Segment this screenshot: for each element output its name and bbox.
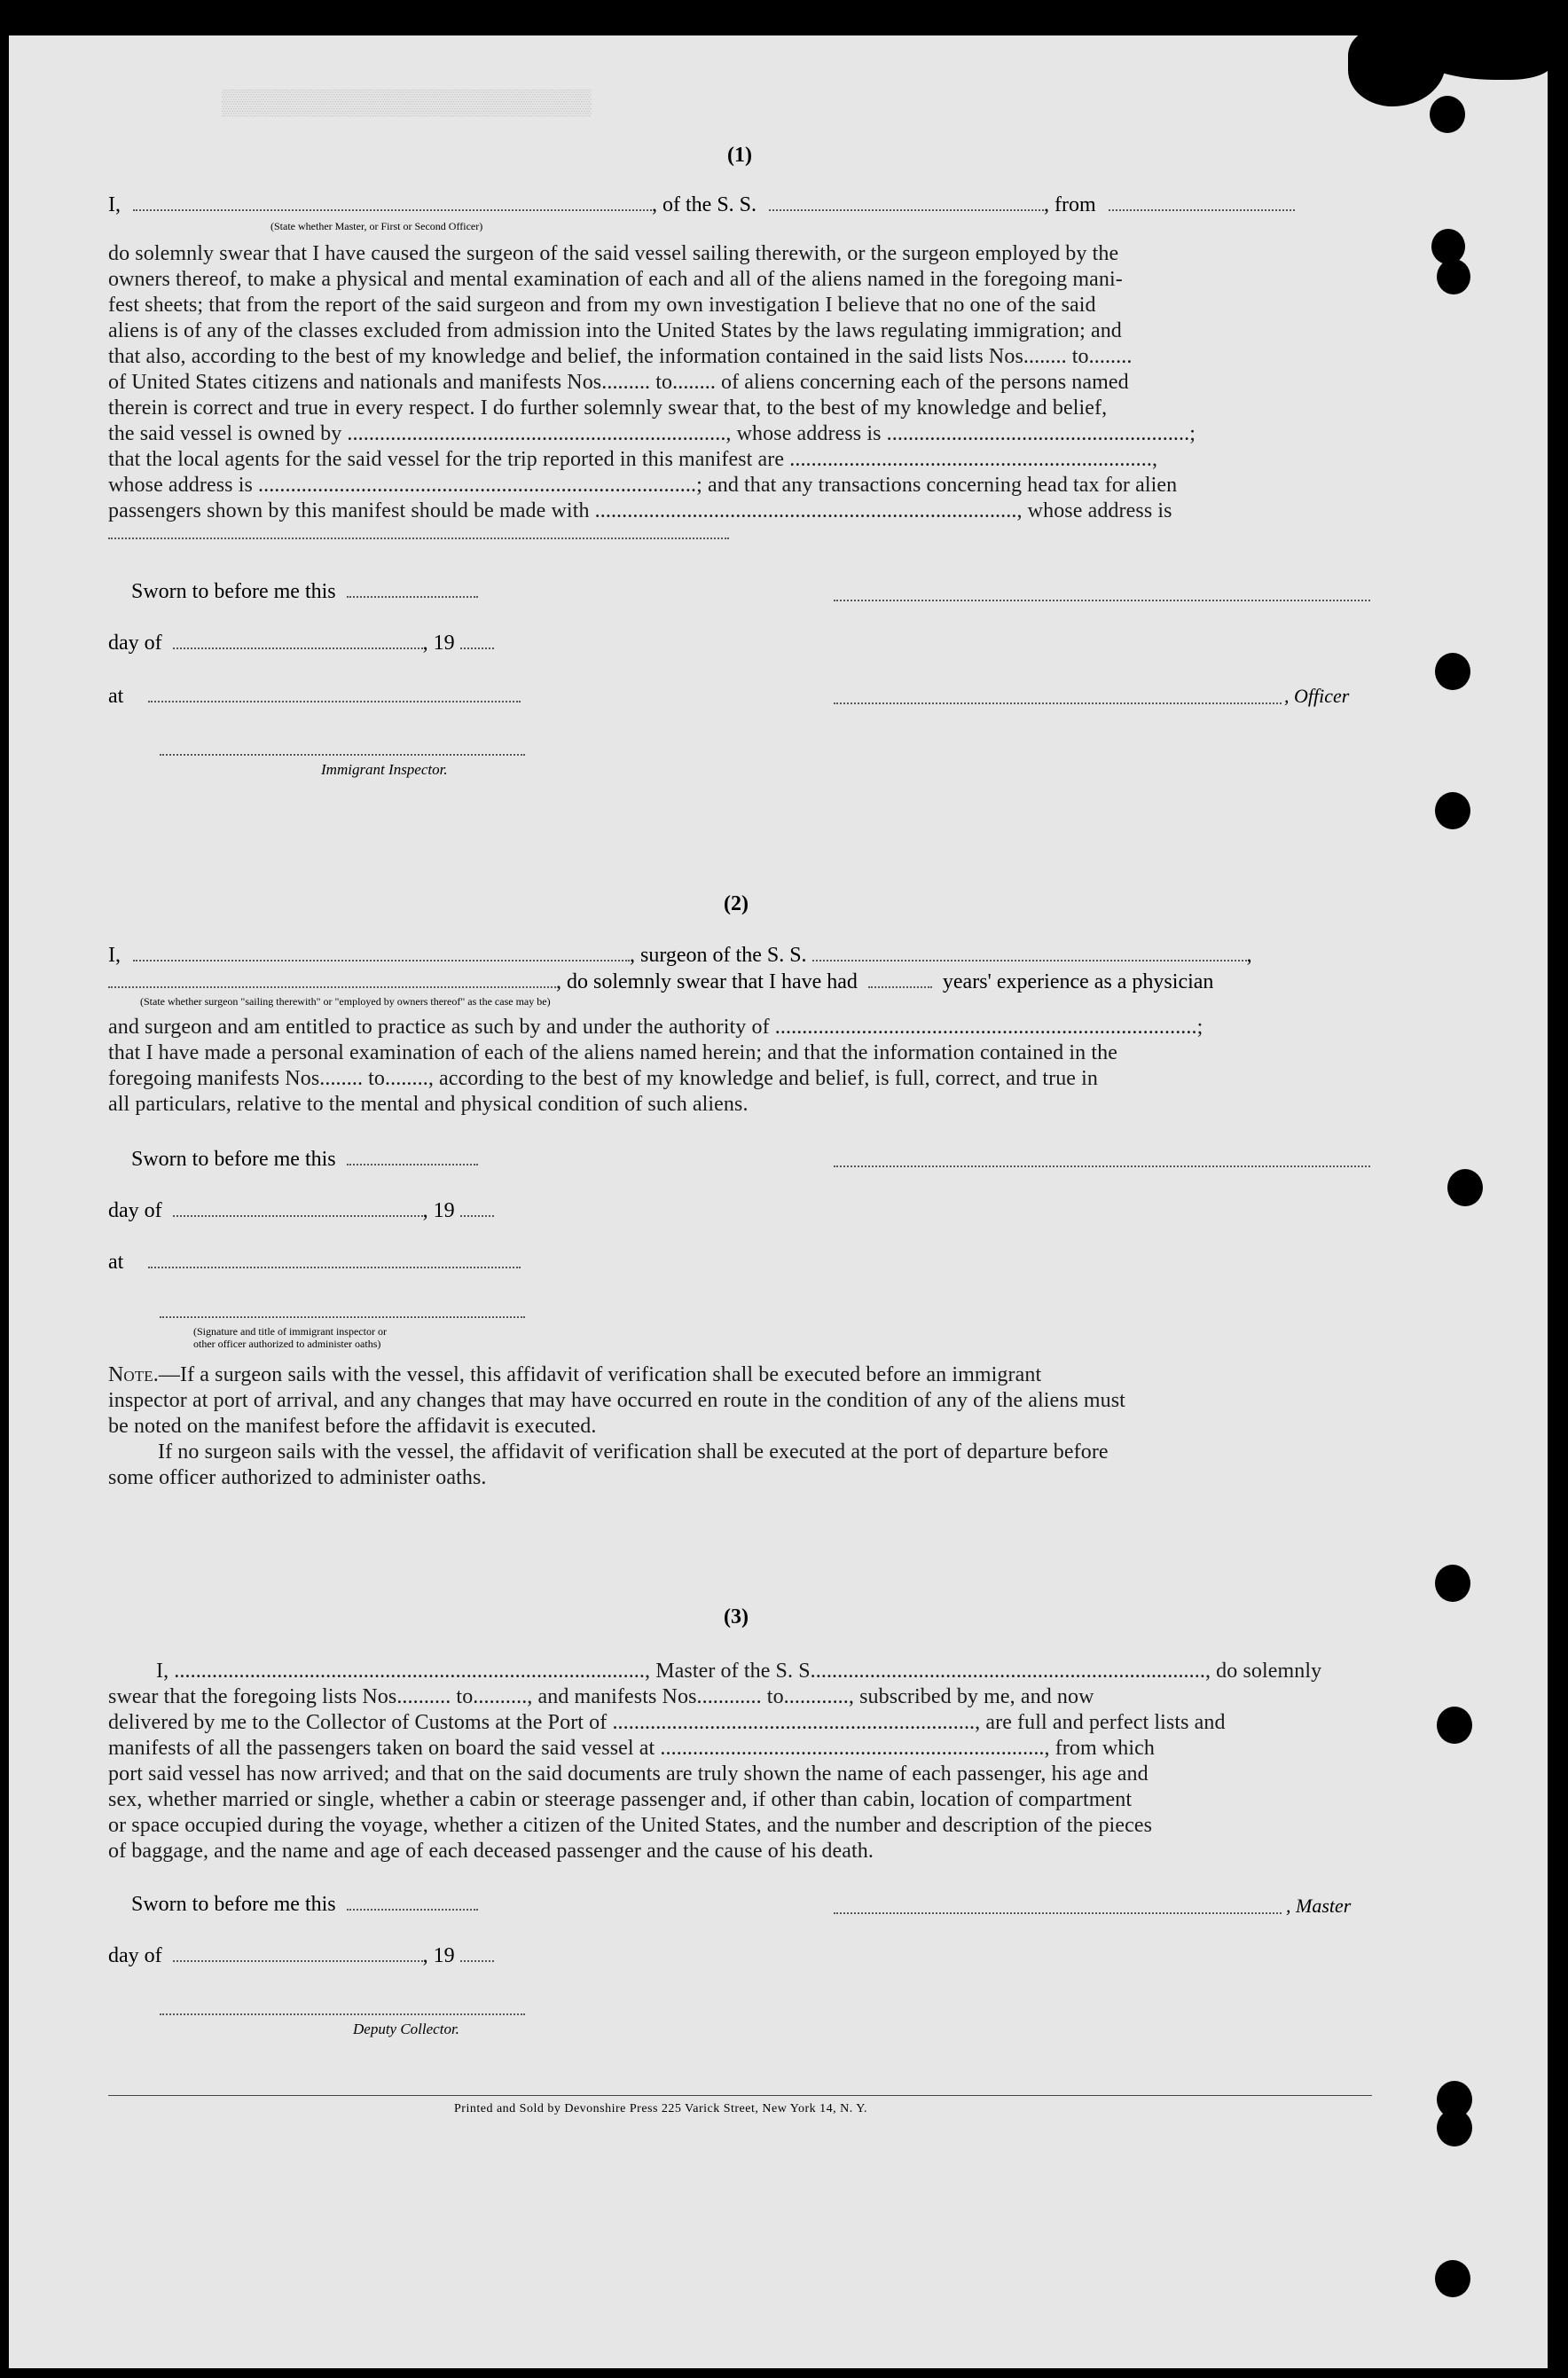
paragraph-line: and surgeon and am entitled to practice as such by and under the authority of ..............................................................................; [108, 1016, 1203, 1039]
surgeon-signature-field[interactable] [834, 1165, 1370, 1167]
day-of-line-2 [108, 1199, 1372, 1223]
punch-hole [1435, 2260, 1470, 2297]
paragraph-line: that the local agents for the said vessel for the trip reported in this manifest are ..................................................................., [108, 448, 1158, 471]
section-1-paragraph [108, 241, 1372, 524]
at-line-2 [108, 1251, 1372, 1275]
master-label: , Master [1286, 1895, 1352, 1917]
i-label: I, [108, 193, 121, 216]
officer-caption: (State whether Master, or First or Second Officer) [270, 220, 483, 232]
paragraph-line: owners thereof, to make a physical and mental examination of each and all of the aliens named in the foregoing mani- [108, 268, 1123, 291]
day-of-label: day of [108, 1944, 162, 1967]
year-field[interactable] [460, 632, 494, 649]
paragraph-line: or space occupied during the voyage, whether a citizen of the United States, and the number and description of the pieces [108, 1814, 1153, 1837]
punch-hole [1447, 1169, 1483, 1206]
at-line-1 [108, 685, 1372, 709]
sworn-label: Sworn to before me this [131, 1148, 336, 1171]
paragraph-line: I, ......................................................................................., Master of the S. S........................................................................., do solemnly [156, 1660, 1322, 1683]
from-label: , from [1044, 193, 1096, 216]
experience-label: years' experience as a physician [942, 970, 1214, 993]
day-of-label: day of [108, 632, 162, 655]
year-label: , 19 [422, 1944, 455, 1967]
section-2-number: (2) [724, 892, 749, 915]
signature-caption: other officer authorized to administer oaths) [193, 1338, 381, 1350]
vessel-name-field[interactable] [812, 944, 1247, 961]
from-port-field[interactable] [1109, 193, 1295, 211]
surgeon-of-label: , surgeon of the S. S. [630, 944, 807, 967]
paragraph-line: the said vessel is owned by ......................................................................, whose address is ........................................................; [108, 422, 1196, 445]
surgeon-status-field[interactable] [108, 970, 556, 988]
sworn-line-2 [131, 1148, 1395, 1172]
paragraph-line: fest sheets; that from the report of the said surgeon and from my own investigation I believe that no one of the said [108, 294, 1096, 317]
at-label: at [108, 685, 124, 708]
sworn-day-field[interactable] [347, 580, 478, 598]
paragraph-line: that also, according to the best of my knowledge and belief, the information contained in the said lists Nos........ to........ [108, 345, 1133, 368]
solemnly-label: , do solemnly swear that I have had [556, 970, 858, 993]
punch-hole [1435, 1565, 1470, 1602]
surgeon-name-field[interactable] [133, 944, 630, 961]
punch-hole [1435, 792, 1470, 829]
punch-hole [1437, 259, 1470, 294]
punch-hole [1437, 1707, 1472, 1744]
footer-rule [108, 2095, 1372, 2096]
i-label: I, [108, 944, 121, 967]
year-label: , 19 [422, 632, 455, 655]
sworn-label: Sworn to before me this [131, 580, 336, 603]
sworn-day-field[interactable] [347, 1148, 478, 1165]
signature-caption: (Signature and title of immigrant inspector or [193, 1325, 387, 1338]
printer-imprint: Printed and Sold by Devonshire Press 225 Varick Street, New York 14, N. Y. [454, 2102, 868, 2115]
paragraph-line: of baggage, and the name and age of each deceased passenger and the cause of his death. [108, 1840, 874, 1863]
paragraph-line: whose address is .................................................................................; and that any transactions concerning head tax for alien [108, 474, 1178, 497]
day-of-line-1 [108, 632, 1372, 655]
month-field[interactable] [173, 1199, 423, 1217]
section-2-surgeon-line: I, , surgeon of the S. S. , [108, 944, 1252, 967]
officer-signature-field[interactable] [834, 702, 1282, 704]
note-label: Note. [108, 1363, 159, 1386]
officer-label: , Officer [1284, 685, 1350, 707]
paragraph-line: therein is correct and true in every respect. I do further solemnly swear that, to the best of my knowledge and belief, [108, 396, 1108, 420]
paragraph-line: of United States citizens and nationals and manifests Nos......... to........ of aliens concerning each of the persons named [108, 371, 1129, 394]
paragraph-line: manifests of all the passengers taken on board the said vessel at ......................................................................., from which [108, 1737, 1156, 1760]
note-block [108, 1362, 1372, 1491]
paragraph-line: aliens is of any of the classes excluded from admission into the United States by the laws regulating immigration; and [108, 319, 1122, 342]
paragraph-line: sex, whether married or single, whether a cabin or steerage passenger and, if other than cabin, location of compartment [108, 1788, 1133, 1811]
paragraph-line: do solemnly swear that I have caused the surgeon of the said vessel sailing therewith, or the surgeon employed by the [108, 242, 1119, 265]
section-2-paragraph [108, 1015, 1372, 1118]
signature-field[interactable] [834, 600, 1370, 601]
inspector-signature-field[interactable] [160, 754, 525, 756]
month-field[interactable] [173, 632, 423, 649]
at-label: at [108, 1251, 124, 1274]
note-line: If no surgeon sails with the vessel, the affidavit of verification shall be executed at the port of departure before [158, 1440, 1109, 1464]
punch-hole [1437, 2109, 1472, 2146]
section-3-number: (3) [724, 1605, 749, 1628]
paragraph-line: passengers shown by this manifest should be made with .............................................................................., whose address is [108, 499, 1172, 522]
day-of-line-3 [108, 1944, 1372, 1968]
collector-signature-field[interactable] [160, 2013, 525, 2015]
section-3-paragraph [108, 1659, 1372, 1864]
paragraph-line: swear that the foregoing lists Nos.......... to.........., and manifests Nos............ to............, subscribed by me, and now [108, 1685, 1094, 1708]
section-1-officer-line [108, 193, 1372, 217]
punch-hole [1430, 96, 1465, 133]
collector-label: Deputy Collector. [353, 2021, 459, 2037]
at-place-field[interactable] [148, 685, 521, 702]
punch-hole [1435, 653, 1470, 690]
note-line: be noted on the manifest before the affidavit is executed. [108, 1415, 597, 1438]
inspector-label: Immigrant Inspector. [321, 761, 448, 778]
month-field[interactable] [173, 1944, 423, 1962]
section-2-experience-line [108, 970, 1372, 994]
note-line: inspector at port of arrival, and any changes that may have occurred en route in the condition of any of the aliens must [108, 1389, 1125, 1412]
year-field[interactable] [460, 1944, 494, 1962]
note-line: Note.—If a surgeon sails with the vessel, this affidavit of verification shall be executed before an immigrant [108, 1363, 1042, 1386]
paragraph-line: port said vessel has now arrived; and that on the said documents are truly shown the name of each passenger, his age and [108, 1762, 1149, 1785]
officer-name-field[interactable] [133, 193, 652, 211]
paragraph-line: foregoing manifests Nos........ to........, according to the best of my knowledge and belief, is full, correct, and true in [108, 1067, 1099, 1090]
address-field[interactable] [108, 538, 729, 539]
paragraph-line: that I have made a personal examination of each of the aliens named herein; and that the information contained in the [108, 1041, 1117, 1064]
section-1-number: (1) [727, 144, 752, 167]
paragraph-line: delivered by me to the Collector of Customs at the Port of ..................................................................., are full and perfect lists and [108, 1711, 1226, 1734]
of-ss-label: , of the S. S. [652, 193, 757, 216]
year-label: , 19 [422, 1199, 455, 1222]
surgeon-caption: (State whether surgeon "sailing therewith" or "employed by owners thereof" as the case may be) [140, 995, 551, 1008]
at-place-field[interactable] [148, 1251, 521, 1268]
year-field[interactable] [460, 1199, 494, 1217]
bleed-through-text: ▒▒▒▒▒▒▒▒▒▒▒▒▒▒▒▒▒▒▒▒▒ [222, 90, 592, 117]
day-of-label: day of [108, 1199, 162, 1222]
master-signature-field[interactable] [834, 1912, 1282, 1914]
vessel-name-field[interactable] [769, 193, 1044, 211]
inspector-signature-field[interactable] [160, 1316, 525, 1318]
paragraph-line: all particulars, relative to the mental and physical condition of such aliens. [108, 1093, 749, 1116]
years-field[interactable] [868, 970, 932, 988]
note-line: some officer authorized to administer oaths. [108, 1466, 487, 1489]
sworn-label: Sworn to before me this [131, 1893, 336, 1916]
sworn-day-field[interactable] [347, 1893, 478, 1911]
